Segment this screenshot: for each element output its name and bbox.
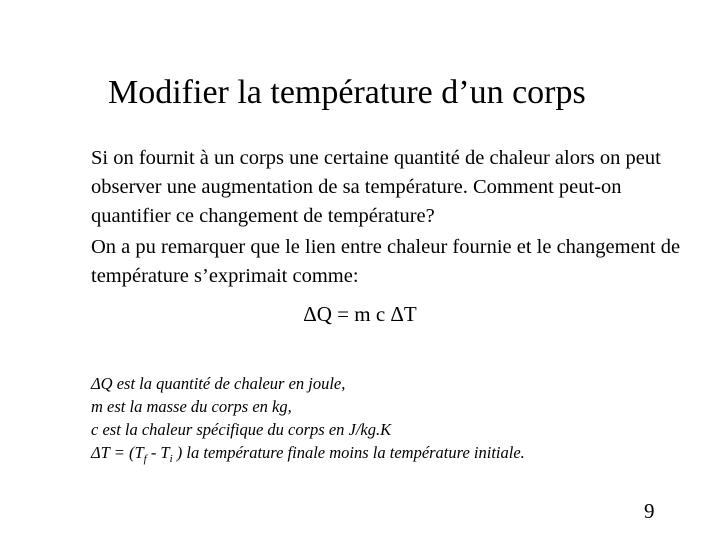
heat-formula: ΔQ = m c ΔT [303,302,417,326]
definition-specific-heat: c est la chaleur spécifique du corps en J/kg.K [91,420,392,439]
definitions-list [91,372,525,471]
definition-delta-t [91,441,525,471]
definition-mass: m est la masse du corps en kg, [91,397,292,416]
definition-delta-q: ΔQ est la quantité de chaleur en joule, [91,374,346,393]
intro-paragraph: Si on fournit à un corps une certaine quantité de chaleur alors on peut observer une augmentation de sa température. Comment peut-on quantifier ce changement de température? [91,147,661,227]
page-number: 9 [644,499,655,523]
subscript-f: f [143,453,147,465]
delta-t-suffix: ) la température finale moins la température initiale. [172,443,525,462]
delta-t-prefix: ΔT = (T [91,443,144,462]
slide-title: Modifier la température d’un corps [108,74,586,111]
delta-t-mid: - T [146,443,170,462]
relation-paragraph: On a pu remarquer que le lien entre chaleur fournie et le changement de température s’exprimait comme: [91,236,681,287]
subscript-i: i [169,453,173,465]
